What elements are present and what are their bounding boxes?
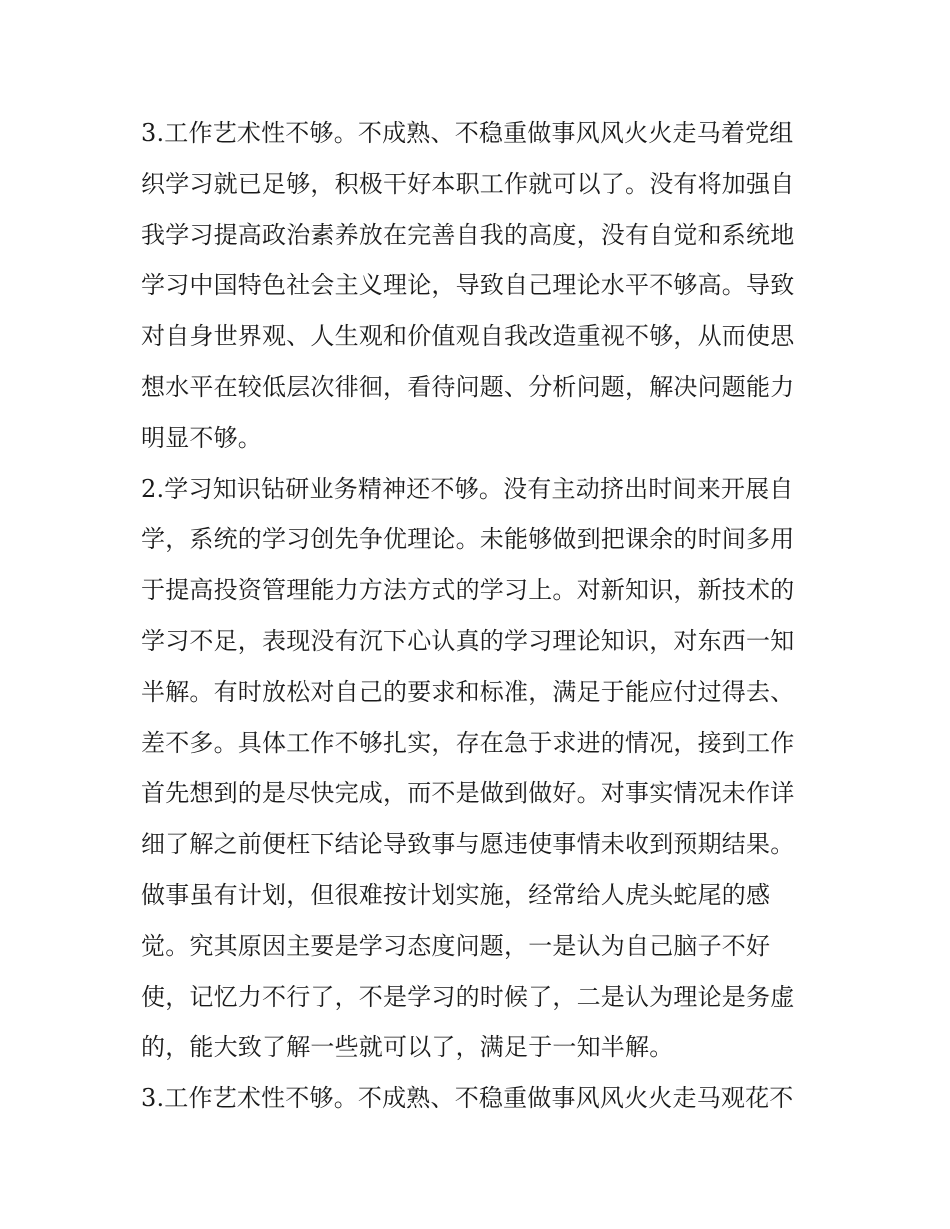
text-line: 觉。究其原因主要是学习态度问题，一是认为自己脑子不好 (141, 931, 771, 960)
text-line: 差不多。具体工作不够扎实，存在急于求进的情况，接到工作 (141, 728, 795, 757)
text-line: 学习中国特色社会主义理论，导致自己理论水平不够高。导致 (141, 271, 795, 300)
text-line: 的，能大致了解一些就可以了，满足于一知半解。 (141, 1033, 674, 1062)
text-line: 织学习就已足够，积极干好本职工作就可以了。没有将加强自 (141, 169, 795, 198)
text-line: 3.工作艺术性不够。不成熟、不稳重做事风风火火走马着党组 (141, 119, 794, 147)
text-line: 于提高投资管理能力方法方式的学习上。对新知识，新技术的 (141, 576, 795, 605)
text-line: 3.工作艺术性不够。不成熟、不稳重做事风风火火走马观花不 (141, 1084, 794, 1113)
text-line: 使，记忆力不行了，不是学习的时候了，二是认为理论是务虚 (141, 982, 795, 1011)
text-line: 学，系统的学习创先争优理论。未能够做到把课余的时间多用 (141, 525, 795, 554)
document-body (141, 108, 821, 1124)
text-line: 学习不足，表现没有沉下心认真的学习理论知识，对东西一知 (141, 626, 795, 655)
text-line: 首先想到的是尽快完成，而不是做到做好。对事实情况未作详 (141, 779, 795, 808)
text-line: 对自身世界观、人生观和价值观自我改造重视不够，从而使思 (141, 322, 795, 351)
text-line: 半解。有时放松对自己的要求和标准，满足于能应付过得去、 (141, 677, 795, 706)
text-line: 2.学习知识钻研业务精神还不够。没有主动挤出时间来开展自 (141, 474, 794, 503)
text-line: 明显不够。 (141, 423, 262, 452)
text-line: 我学习提高政治素养放在完善自我的高度，没有自觉和系统地 (141, 220, 795, 249)
text-line: 做事虽有计划，但很难按计划实施，经常给人虎头蛇尾的感 (141, 880, 771, 909)
text-line: 细了解之前便枉下结论导致事与愿违使事情未收到预期结果。 (141, 830, 795, 859)
text-line: 想水平在较低层次徘徊，看待问题、分析问题，解决问题能力 (141, 372, 795, 401)
